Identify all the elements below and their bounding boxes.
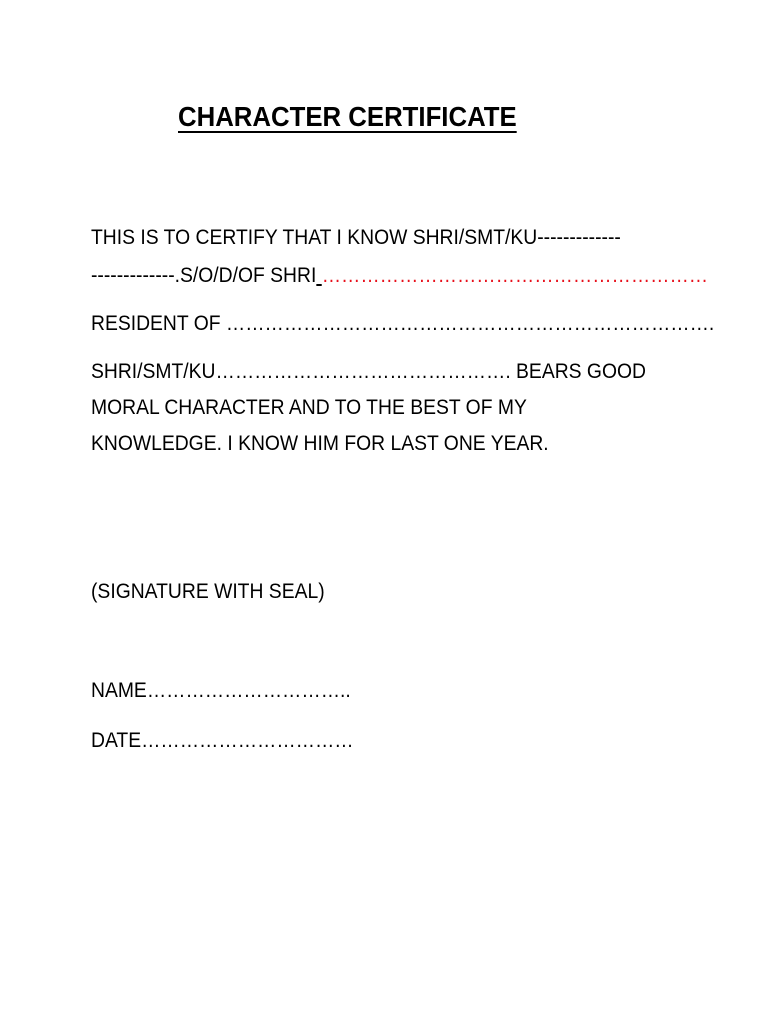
body-line-4: SHRI/SMT/KU………………………………………. BEARS GOOD (91, 360, 646, 383)
body-line-5: MORAL CHARACTER AND TO THE BEST OF MY (91, 396, 527, 419)
date-field: DATE…………………………… (91, 729, 354, 752)
body-line-2-dots: …………………………………………………… (321, 264, 709, 287)
body-line-1: THIS IS TO CERTIFY THAT I KNOW SHRI/SMT/KU------------- (91, 226, 621, 249)
signature-label: (SIGNATURE WITH SEAL) (91, 580, 325, 603)
name-field: NAME………………………….. (91, 679, 351, 702)
certificate-title (178, 96, 528, 138)
resident-line: RESIDENT OF …………………………………………………………………. (91, 312, 715, 335)
body-line-2-prefix: -------------.S/O/D/OF SHRI (91, 264, 317, 287)
body-line-6: KNOWLEDGE. I KNOW HIM FOR LAST ONE YEAR. (91, 432, 549, 455)
body-line-2 (91, 258, 708, 294)
title-text: CHARACTER CERTIFICATE (178, 101, 517, 132)
